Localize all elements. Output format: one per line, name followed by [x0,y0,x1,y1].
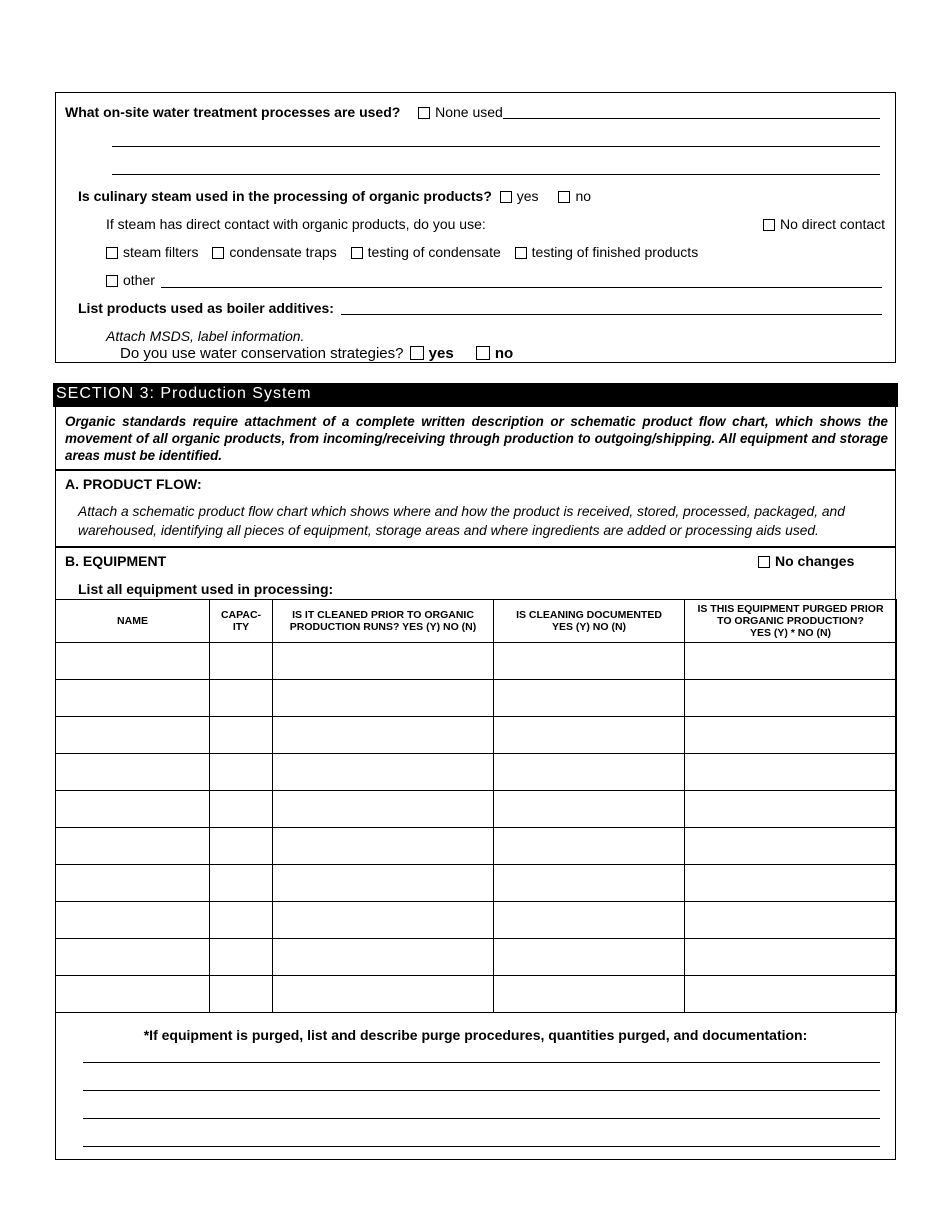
equipment-list-label: List all equipment used in processing: [78,581,334,597]
table-row [56,902,897,939]
col-capacity-text-1: CAPAC- [220,609,262,621]
col-purged-header [685,600,897,643]
water-treatment-line-3[interactable] [112,174,880,175]
steam-other-checkbox[interactable] [106,275,118,287]
equipment-rows [56,643,897,1013]
table-row [56,865,897,902]
product-flow-heading: A. PRODUCT FLOW: [65,476,202,492]
water-treatment-row [65,104,503,120]
col-cleaned-text-1: IS IT CLEANED PRIOR TO ORGANIC [292,609,474,621]
equipment-capacity-cell[interactable] [210,976,273,1013]
equipment-cleaned-cell[interactable] [273,828,494,865]
none-used-label: None used [435,104,503,120]
none-used-checkbox[interactable] [418,107,430,119]
product-flow-divider [55,546,896,548]
equipment-heading: B. EQUIPMENT [65,553,167,569]
no-direct-contact-label: No direct contact [780,216,886,232]
equipment-documented-cell[interactable] [494,828,685,865]
testing-finished-products-label: testing of finished products [531,244,699,260]
equipment-capacity-cell[interactable] [210,791,273,828]
steam-filters-checkbox[interactable] [106,247,118,259]
equipment-name-cell[interactable] [56,717,210,754]
direct-contact-prompt: If steam has direct contact with organic products, do you use: [106,216,486,232]
equipment-capacity-cell[interactable] [210,828,273,865]
col-capacity-text-2: ITY [232,621,250,633]
section-3-intro: Organic standards require attachment of a complete written description or schematic product flow chart, which shows the movement of all organic products, from incoming/receiving through production to outgoing/shipping. All equipment and storage areas must be identified. [65,414,888,463]
equipment-capacity-cell[interactable] [210,865,273,902]
boiler-note: Attach MSDS, label information. [106,328,305,344]
table-row [56,976,897,1013]
purge-note: *If equipment is purged, list and describe purge procedures, quantities purged, and documentation: [143,1027,808,1043]
equipment-documented-cell[interactable] [494,754,685,791]
equipment-name-cell[interactable] [56,754,210,791]
steam-filters-label: steam filters [123,244,199,260]
equipment-purged-cell[interactable] [685,865,897,902]
equipment-cleaned-cell[interactable] [273,791,494,828]
equipment-documented-cell[interactable] [494,643,685,680]
table-row [56,717,897,754]
table-row [56,791,897,828]
equipment-name-cell[interactable] [56,643,210,680]
equipment-capacity-cell[interactable] [210,680,273,717]
table-row [56,828,897,865]
steam-no-checkbox[interactable] [558,191,570,203]
equipment-cleaned-cell[interactable] [273,939,494,976]
purge-line-1[interactable] [83,1062,880,1063]
no-direct-contact-option [763,216,885,232]
equipment-documented-cell[interactable] [494,902,685,939]
table-row [56,680,897,717]
product-flow-text: Attach a schematic product flow chart which shows where and how the product is received, stored, processed, packaged, and warehoused, identifying all pieces of equipment, storage areas and where ingredients are added or processing aids used. [78,504,845,538]
equipment-documented-cell[interactable] [494,791,685,828]
purge-line-4[interactable] [83,1146,880,1147]
testing-condensate-label: testing of condensate [367,244,501,260]
equipment-documented-cell[interactable] [494,865,685,902]
water-treatment-line-1[interactable] [503,118,880,119]
col-purged-text-2: TO ORGANIC PRODUCTION? [717,615,864,627]
steam-other-row [106,272,155,288]
equipment-cleaned-cell[interactable] [273,643,494,680]
equipment-purged-cell[interactable] [685,754,897,791]
conservation-yes-label: yes [428,345,454,362]
equipment-purged-cell[interactable] [685,717,897,754]
purge-line-3[interactable] [83,1118,880,1119]
section-3-header: SECTION 3: Production System [53,383,898,407]
no-changes-label: No changes [775,553,855,569]
col-purged-text-3: YES (Y) * NO (N) [749,627,832,639]
col-cleaned-header [273,600,494,643]
equipment-name-cell[interactable] [56,828,210,865]
equipment-name-cell[interactable] [56,865,210,902]
equipment-documented-cell[interactable] [494,976,685,1013]
equipment-name-cell[interactable] [56,939,210,976]
table-row [56,754,897,791]
equipment-capacity-cell[interactable] [210,643,273,680]
equipment-table [55,599,897,1013]
equipment-cleaned-cell[interactable] [273,865,494,902]
condensate-traps-label: condensate traps [229,244,337,260]
equipment-purged-cell[interactable] [685,828,897,865]
steam-question-row [78,188,591,204]
conservation-no-label: no [494,345,514,362]
col-purged-text-1: IS THIS EQUIPMENT PURGED PRIOR [697,603,884,615]
col-documented-text-2: YES (Y) NO (N) [551,621,627,633]
col-capacity-header [210,600,273,643]
equipment-cleaned-cell[interactable] [273,717,494,754]
col-documented-text-1: IS CLEANING DOCUMENTED [516,609,662,621]
col-cleaned-text-2: PRODUCTION RUNS? YES (Y) NO (N) [289,621,477,633]
equipment-name-cell[interactable] [56,976,210,1013]
steam-no-label: no [575,188,592,204]
equipment-purged-cell[interactable] [685,680,897,717]
boiler-additives-label: List products used as boiler additives: [78,300,334,316]
steam-question: Is culinary steam used in the processing of organic products? [78,188,492,204]
equipment-purged-cell[interactable] [685,643,897,680]
col-documented-header [494,600,685,643]
steam-options-row [106,244,698,260]
no-changes-checkbox[interactable] [758,556,770,568]
equipment-name-cell[interactable] [56,680,210,717]
no-direct-contact-checkbox[interactable] [763,219,775,231]
equipment-cleaned-cell[interactable] [273,754,494,791]
equipment-documented-cell[interactable] [494,717,685,754]
testing-finished-products-checkbox[interactable] [515,247,527,259]
equipment-purged-cell[interactable] [685,791,897,828]
steam-yes-label: yes [516,188,539,204]
equipment-capacity-cell[interactable] [210,902,273,939]
col-name-text: NAME [117,615,148,627]
no-changes-option [758,553,854,569]
equipment-documented-cell[interactable] [494,680,685,717]
table-row [56,939,897,976]
conservation-no-checkbox[interactable] [476,346,490,360]
steam-other-line[interactable] [161,287,882,288]
equipment-header-row [56,600,897,643]
equipment-cleaned-cell[interactable] [273,902,494,939]
equipment-documented-cell[interactable] [494,939,685,976]
equipment-capacity-cell[interactable] [210,754,273,791]
intro-divider [55,469,896,471]
conservation-yes-checkbox[interactable] [410,346,424,360]
equipment-purged-cell[interactable] [685,976,897,1013]
equipment-cleaned-cell[interactable] [273,680,494,717]
equipment-capacity-cell[interactable] [210,939,273,976]
equipment-name-cell[interactable] [56,902,210,939]
equipment-purged-cell[interactable] [685,902,897,939]
col-name-header [56,600,210,643]
equipment-name-cell[interactable] [56,791,210,828]
boiler-additives-line[interactable] [341,314,882,315]
conservation-row [120,345,513,362]
conservation-question: Do you use water conservation strategies? [120,345,404,362]
testing-condensate-checkbox[interactable] [351,247,363,259]
equipment-cleaned-cell[interactable] [273,976,494,1013]
steam-yes-checkbox[interactable] [500,191,512,203]
steam-other-label: other [123,272,155,288]
equipment-capacity-cell[interactable] [210,717,273,754]
table-row [56,643,897,680]
water-treatment-question: What on-site water treatment processes are used? [65,104,401,120]
purge-line-2[interactable] [83,1090,880,1091]
condensate-traps-checkbox[interactable] [212,247,224,259]
equipment-purged-cell[interactable] [685,939,897,976]
water-treatment-line-2[interactable] [112,146,880,147]
